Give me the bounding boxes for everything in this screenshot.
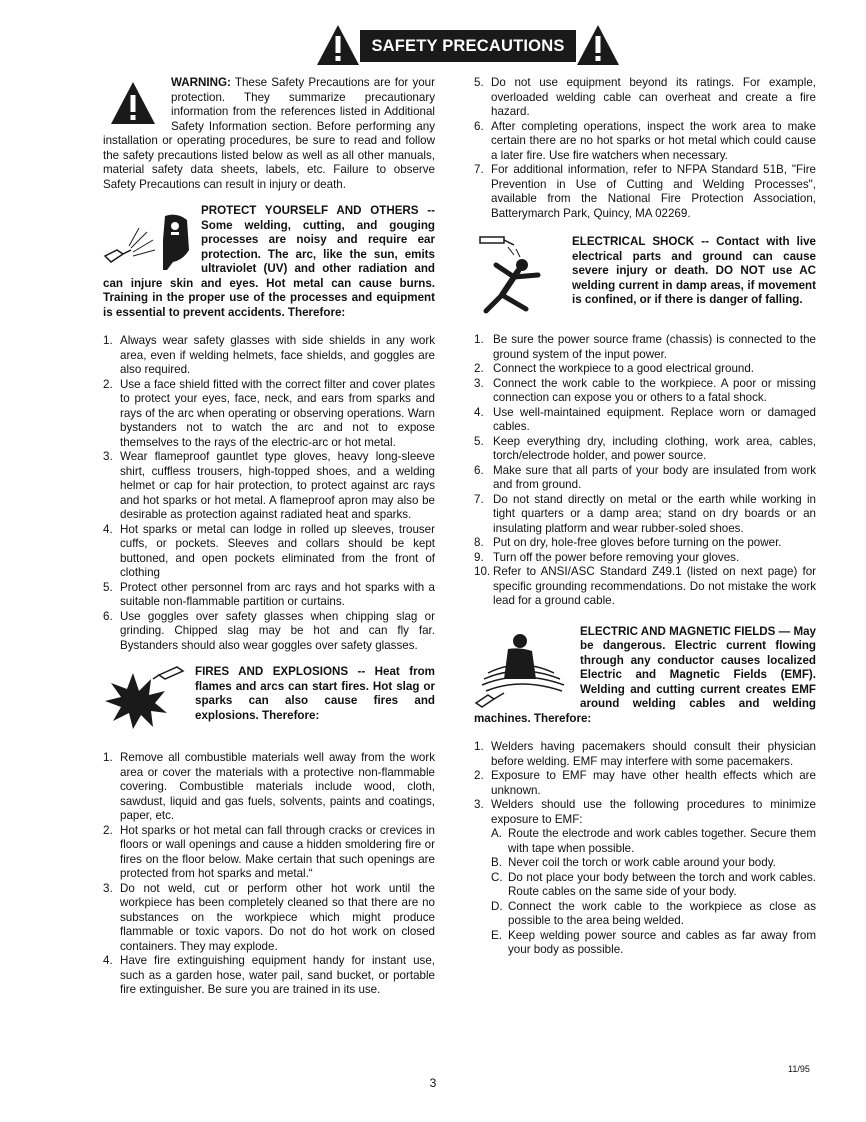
list-item: A. Route the electrode and work cables together. Secure them with tape when possible. xyxy=(491,827,816,855)
emf-list xyxy=(474,740,816,958)
list-item: 1. Remove all combustible materials well away from the work area or cover the materials with a protective non-flammable covering. Combustible materials include wood, cloth, sawdust, liquid and gas fuels, solvents, paints and coatings, paper, etc. xyxy=(103,751,435,822)
emf-heading: ELECTRIC AND MAGNETIC FIELDS — xyxy=(580,624,791,638)
shock-heading: ELECTRICAL SHOCK -- xyxy=(572,235,710,248)
list-item: D. Connect the work cable to the workpiece as close as possible to the area being welded. xyxy=(491,899,816,927)
right-column xyxy=(474,76,816,958)
list-item: 3. Connect the work cable to the workpiece. A poor or missing connection can expose you or others to a fatal shock. xyxy=(474,376,816,404)
left-column xyxy=(103,76,435,998)
page-number: 3 xyxy=(429,1076,437,1090)
list-item: 2. Connect the workpiece to a good electrical ground. xyxy=(474,362,755,375)
warning-triangle-icon xyxy=(103,80,163,126)
list-item: 1. Always wear safety glasses with side shields in any work area, even if welding helmets, face shields, and goggles are also required. xyxy=(103,334,435,376)
welder-face-shield-icon xyxy=(103,210,195,274)
emf-sub-list xyxy=(491,827,816,958)
warning-text: These Safety Precautions are for your protection. They summarize precautionary information from the references listed in Additional Safety Information section. Before performing any installation or operating procedures, be sure to read and follow the safety precautions listed below as well as all other manuals, material safety data sheets, labels, etc. Failure to observe Safety Precautions can result in injury or death. xyxy=(103,76,435,191)
fires-list-continued xyxy=(474,76,816,221)
list-item: C. Do not place your body between the torch and work cables. Route cables on the same side of your body. xyxy=(491,870,816,898)
list-item: 10. Refer to ANSI/ASC Standard Z49.1 (listed on next page) for specific grounding recommendations. Do not mistake the work lead for a ground cable. xyxy=(474,565,816,607)
shock-header xyxy=(474,235,816,315)
list-item: 7. Do not stand directly on metal or the earth while working in tight quarters or a damp area; stand on dry boards or an insulating platform and wear rubber-soled shoes. xyxy=(474,492,816,535)
warning-intro xyxy=(103,76,435,192)
shock-list xyxy=(474,333,816,609)
warning-triangle-icon xyxy=(576,24,620,66)
list-item: 5. Do not use equipment beyond its ratings. For example, overloaded welding cable can overheat and create a fire hazard. xyxy=(474,76,816,118)
shock-section xyxy=(474,235,816,609)
fires-section xyxy=(103,665,435,998)
list-item: 9. Turn off the power before removing your gloves. xyxy=(474,550,740,564)
list-item: 7. For additional information, refer to NFPA Standard 51B, "Fire Prevention in Use of Cutting and Welding Processes", available from the National Fire Protection Association, Batterymarch Park, Quincy, MA 02269. xyxy=(474,163,816,220)
protect-header xyxy=(103,204,435,320)
protect-text: Some welding, cutting, and gouging processes are noisy and require ear protection. The arc, like the sun, emits ultraviolet (UV) and other radiation and can injure skin and eyes. Hot metal can cause burns. Training in the proper use of the processes and equipment is essential to prevent accidents. Therefore: xyxy=(103,218,435,319)
warning-triangle-icon xyxy=(316,24,360,66)
explosion-icon xyxy=(103,665,187,731)
revision-code: 11/95 xyxy=(788,1064,810,1074)
list-item: 1. Be sure the power source frame (chassis) is connected to the ground system of the input power. xyxy=(474,333,816,361)
list-item: 2. Use a face shield fitted with the correct filter and cover plates to protect your eyes, face, neck, and ears from sparks and rays of the arc when operating or observing operations. Warn bystanders not to watch the arc and not to expose themselves to the rays of the electric-arc or hot metal. xyxy=(103,377,435,449)
list-item: 5. Keep everything dry, including clothing, work area, cables, torch/electrode holder, and power source. xyxy=(474,434,816,462)
list-item: B. Never coil the torch or work cable around your body. xyxy=(491,856,776,869)
emf-text: May be dangerous. Electric current flowing through any conductor causes localized Electric and Magnetic Fields (EMF). Welding and cutting current creates EMF around welding cables and welding machines. Therefore: xyxy=(474,624,816,725)
list-item: 3. Do not weld, cut or perform other hot work until the workpiece has been completely cleaned so that there are no substances on the workpiece which might produce flammable or toxic vapors. Do not do hot work on closed containers. They may explode. xyxy=(103,881,435,953)
fires-text: Heat from flames and arcs can start fires. Hot slag or sparks can also cause fires and explosions. Therefore: xyxy=(195,665,435,722)
list-item: 4. Have fire extinguishing equipment handy for instant use, such as a garden hose, water pail, sand bucket, or portable fire extinguisher. Be sure you are trained in its use. xyxy=(103,954,435,996)
page-header xyxy=(0,24,866,70)
electromagnetic-field-icon xyxy=(474,627,574,711)
list-item: 2. Exposure to EMF may have other health effects which are unknown. xyxy=(474,769,816,797)
list-item: 2. Hot sparks or hot metal can fall through cracks or crevices in floors or wall openings and cause a hidden smoldering fire or fires on the floor below. Make certain that such openings are protected from hot sparks and metal.“ xyxy=(103,823,435,880)
list-item: E. Keep welding power source and cables as far away from your body as possible. xyxy=(491,928,816,956)
emf-header xyxy=(474,625,816,727)
protect-section xyxy=(103,204,435,653)
list-item: 4. Use well-maintained equipment. Replace worn or damaged cables. xyxy=(474,405,816,433)
shock-text: Contact with live electrical parts and ground can cause severe injury or death. DO NOT use AC welding current in damp areas, if movement is confined, or if there is danger of falling. xyxy=(572,235,816,306)
electric-shock-icon xyxy=(474,235,564,315)
fires-list xyxy=(103,751,435,998)
protect-list xyxy=(103,334,435,653)
list-item: 4. Hot sparks or metal can lodge in rolled up sleeves, trouser cuffs, or pockets. Sleeves and collars should be kept buttoned, and open pockets eliminated from the front of clothing xyxy=(103,522,435,579)
page-title: SAFETY PRECAUTIONS xyxy=(360,30,576,62)
list-item: 6. After completing operations, inspect the work area to make certain there are no hot sparks or hot metal which could cause a later fire. Use fire watchers when necessary. xyxy=(474,119,816,162)
warning-lead: WARNING: xyxy=(171,76,231,89)
protect-heading: PROTECT YOURSELF AND OTHERS -- xyxy=(201,204,435,217)
list-item: 1. Welders having pacemakers should consult their physician before welding. EMF may interfere with some pacemakers. xyxy=(474,740,816,768)
fires-heading: FIRES AND EXPLOSIONS -- xyxy=(195,665,366,678)
fires-header xyxy=(103,665,435,731)
emf-section xyxy=(474,625,816,958)
list-item: 6. Make sure that all parts of your body are insulated from work and from ground. xyxy=(474,463,816,491)
list-item: 8. Put on dry, hole-free gloves before turning on the power. xyxy=(474,536,782,549)
list-item: 5. Protect other personnel from arc rays and hot sparks with a suitable non-flammable partition or curtains. xyxy=(103,580,435,608)
list-item: 3. Wear flameproof gauntlet type gloves, heavy long-sleeve shirt, cuffless trousers, high-topped shoes, and a welding helmet or cap for hair protection, to protect against arc rays and hot sparks or hot metal. A flameproof apron may also be desirable as protection against radiated heat and sparks. xyxy=(103,450,435,521)
list-item: 3. Welders should use the following procedures to minimize exposure to EMF: A. Route the electrode and work cables together. Secure them with tape when possible. B. Never coil the torch or work cable around your body. C. Do not place your body between the torch and work cables. Route cables on the same side of your body. D. Connect the work cable to the workpiece as close as possible to the area being welded. E. Keep welding power source and cables as far away from your body as possible. xyxy=(474,798,816,956)
list-item: 6. Use goggles over safety glasses when chipping slag or grinding. Chipped slag may be hot and can fly far. Bystanders should also wear goggles over safety glasses. xyxy=(103,609,435,652)
